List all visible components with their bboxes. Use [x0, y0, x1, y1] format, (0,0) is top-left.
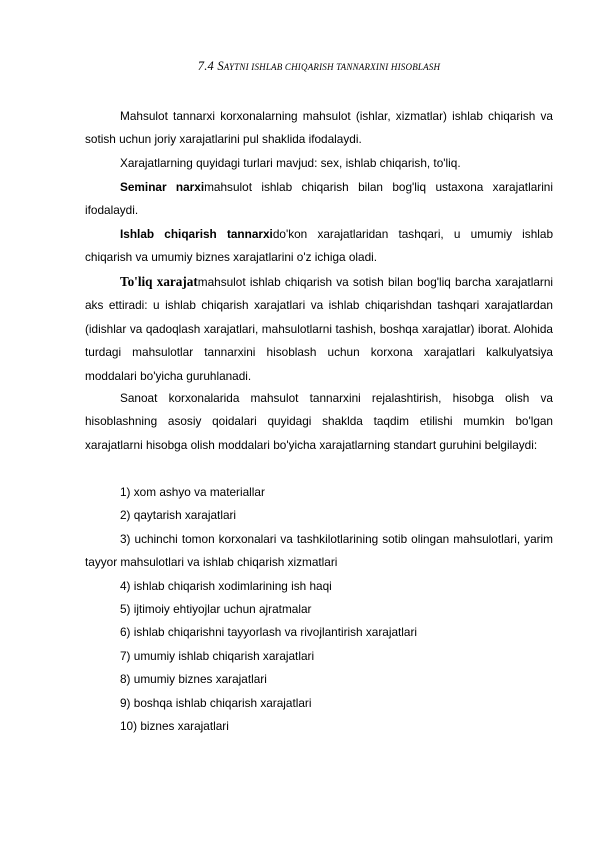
paragraph-cost-types: Xarajatlarning quyidagi turlari mavjud: sex, ishlab chiqarish, to'liq. — [120, 156, 461, 170]
list-item: 5) ijtimoiy ehtiyojlar uchun ajratmalar — [120, 602, 312, 616]
section-title-number: 7.4 S — [197, 59, 224, 73]
list-item: 6) ishlab chiqarishni tayyorlash va rivojlantirish xarajatlari — [120, 625, 418, 639]
definition-full-cost: mahsulot ishlab chiqarish va sotish bilan bog'liq barcha xarajatlarni aks ettiradi: u ishlab chiqarish xarajatlari va ishlab chiqarishdan tashqari xarajatlardan (idishlar va qadoqlash xarajatlari, mahsulotlarni tashish, boshqa xarajatlar) iborat. Alohida turdagi mahsulotlar tannarxini hisoblash uchun korxona xarajatlari kalkulyatsiya moddalari bo'yicha guruhlanadi. — [85, 275, 553, 383]
paragraph-cost-definition: Mahsulot tannarxi korxonalarning mahsulot (ishlar, xizmatlar) ishlab chiqarish va sotish uchun joriy xarajatlarini pul shaklida ifodalaydi. — [85, 109, 553, 147]
paragraph-standard-grouping: Sanoat korxonalarida mahsulot tannarxini rejalashtirish, hisobga olish va hisoblashning asosiy qoidalari quyidagi shaklda taqdim etilishi mumkin bo'lgan xarajatlarni hisobga olish moddalari bo'yicha xarajatlarning standart guruhini belgilaydi: — [85, 391, 553, 452]
definition-production-cost: do'kon xarajatlaridan tashqari, u umumiy ishlab chiqarish va umumiy biznes xarajatlarini o'z ichiga oladi. — [85, 227, 554, 265]
list-item: 10) biznes xarajatlari — [120, 719, 229, 733]
list-item: 3) uchinchi tomon korxonalari va tashkilotlarining sotib olingan mahsulotlari, yarim tayyor mahsulotlari va ishlab chiqarish xizmatlari — [85, 532, 553, 570]
list-item: 4) ishlab chiqarish xodimlarining ish haqi — [120, 579, 332, 593]
list-item: 7) umumiy ishlab chiqarish xarajatlari — [120, 649, 315, 663]
section-title-text: AYTNI ISHLAB CHIQARISH TANNARXINI HISOBLASH — [223, 62, 441, 72]
definition-workshop-cost: mahsulot ishlab chiqarish bilan bog'liq ustaxona xarajatlarini ifodalaydi. — [85, 180, 553, 218]
term-production-cost: Ishlab chiqarish tannarxi — [120, 227, 273, 241]
list-item: 8) umumiy biznes xarajatlari — [120, 672, 267, 686]
paragraph-full-cost — [85, 270, 553, 388]
term-workshop-cost: Seminar narxi — [120, 180, 205, 194]
paragraph-workshop-cost — [85, 176, 553, 223]
term-full-cost: To'liq xarajat — [120, 274, 198, 289]
list-item: 2) qaytarish xarajatlari — [120, 508, 237, 522]
section-title — [85, 59, 553, 74]
list-item: 9) boshqa ishlab chiqarish xarajatlari — [120, 696, 312, 710]
paragraph-production-cost — [85, 223, 553, 270]
list-item: 1) xom ashyo va materiallar — [120, 485, 265, 499]
